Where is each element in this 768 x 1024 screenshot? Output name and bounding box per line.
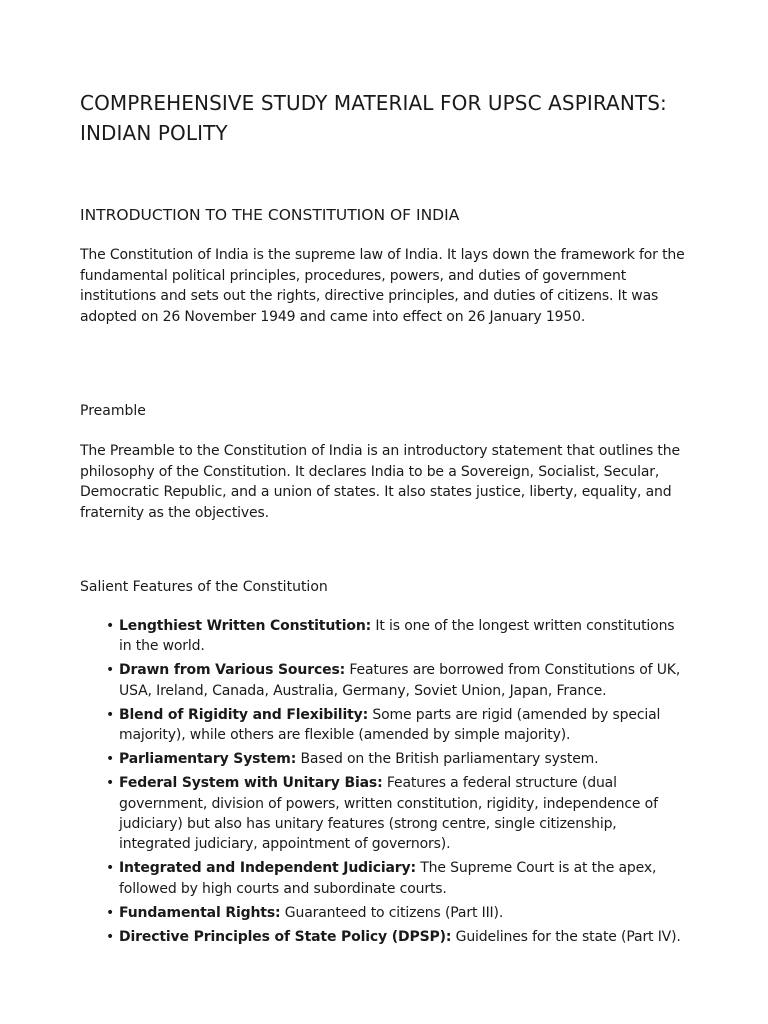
- list-item: [108, 858, 688, 899]
- list-item: [108, 903, 688, 923]
- feature-term: Parliamentary System:: [119, 751, 297, 768]
- feature-term: Directive Principles of State Policy (DPSP):: [119, 928, 452, 945]
- feature-text: Based on the British parliamentary system.: [296, 751, 599, 768]
- feature-text: Features a federal structure (dual government, division of powers, written constitution, rigidity, independence of judiciary) but also has unitary features (strong centre, single citizenship, integrated judiciary, appointment of governors).: [119, 775, 658, 853]
- feature-text: Guidelines for the state (Part IV).: [451, 928, 681, 945]
- feature-text: It is one of the longest written constitutions in the world.: [119, 618, 675, 655]
- features-heading: Salient Features of the Constitution: [80, 579, 328, 595]
- feature-term: Integrated and Independent Judiciary:: [119, 860, 416, 877]
- feature-term: Federal System with Unitary Bias:: [119, 775, 383, 792]
- document-title: COMPREHENSIVE STUDY MATERIAL FOR UPSC ASPIRANTS: INDIAN POLITY: [80, 91, 667, 145]
- list-item: [108, 927, 688, 947]
- feature-text: The Supreme Court is at the apex, followed by high courts and subordinate courts.: [119, 860, 657, 897]
- intro-paragraph: The Constitution of India is the supreme law of India. It lays down the framework for the fundamental political principles, procedures, powers, and duties of government institutions and sets out the rights, directive principles, and duties of citizens. It was adopted on 26 November 1949 and came into effect on 26 January 1950.: [80, 247, 685, 325]
- list-item: [108, 660, 688, 701]
- feature-text: Some parts are rigid (amended by special majority), while others are flexible (amended by simple majority).: [119, 706, 661, 744]
- preamble-heading: Preamble: [80, 403, 146, 419]
- feature-term: Lengthiest Written Constitution:: [119, 618, 372, 634]
- feature-text: Features are borrowed from Constitutions of UK, USA, Ireland, Canada, Australia, Germany, Soviet Union, Japan, France.: [119, 662, 681, 699]
- intro-heading: INTRODUCTION TO THE CONSTITUTION OF INDIA: [80, 206, 460, 224]
- feature-term: Fundamental Rights:: [119, 904, 281, 921]
- feature-term: Drawn from Various Sources:: [119, 662, 346, 679]
- preamble-paragraph: The Preamble to the Constitution of India is an introductory statement that outlines the philosophy of the Constitution. It declares India to be a Sovereign, Socialist, Secular, Democratic Republic, and a union of states. It also states justice, liberty, equality, and fraternity as the objectives.: [80, 443, 680, 521]
- feature-term: Blend of Rigidity and Flexibility:: [119, 706, 369, 723]
- list-item: [108, 705, 688, 746]
- feature-text: Guaranteed to citizens (Part III).: [280, 904, 504, 921]
- list-item: [108, 749, 688, 769]
- list-item: [108, 616, 688, 657]
- list-item: [108, 773, 688, 855]
- features-list: [108, 616, 688, 951]
